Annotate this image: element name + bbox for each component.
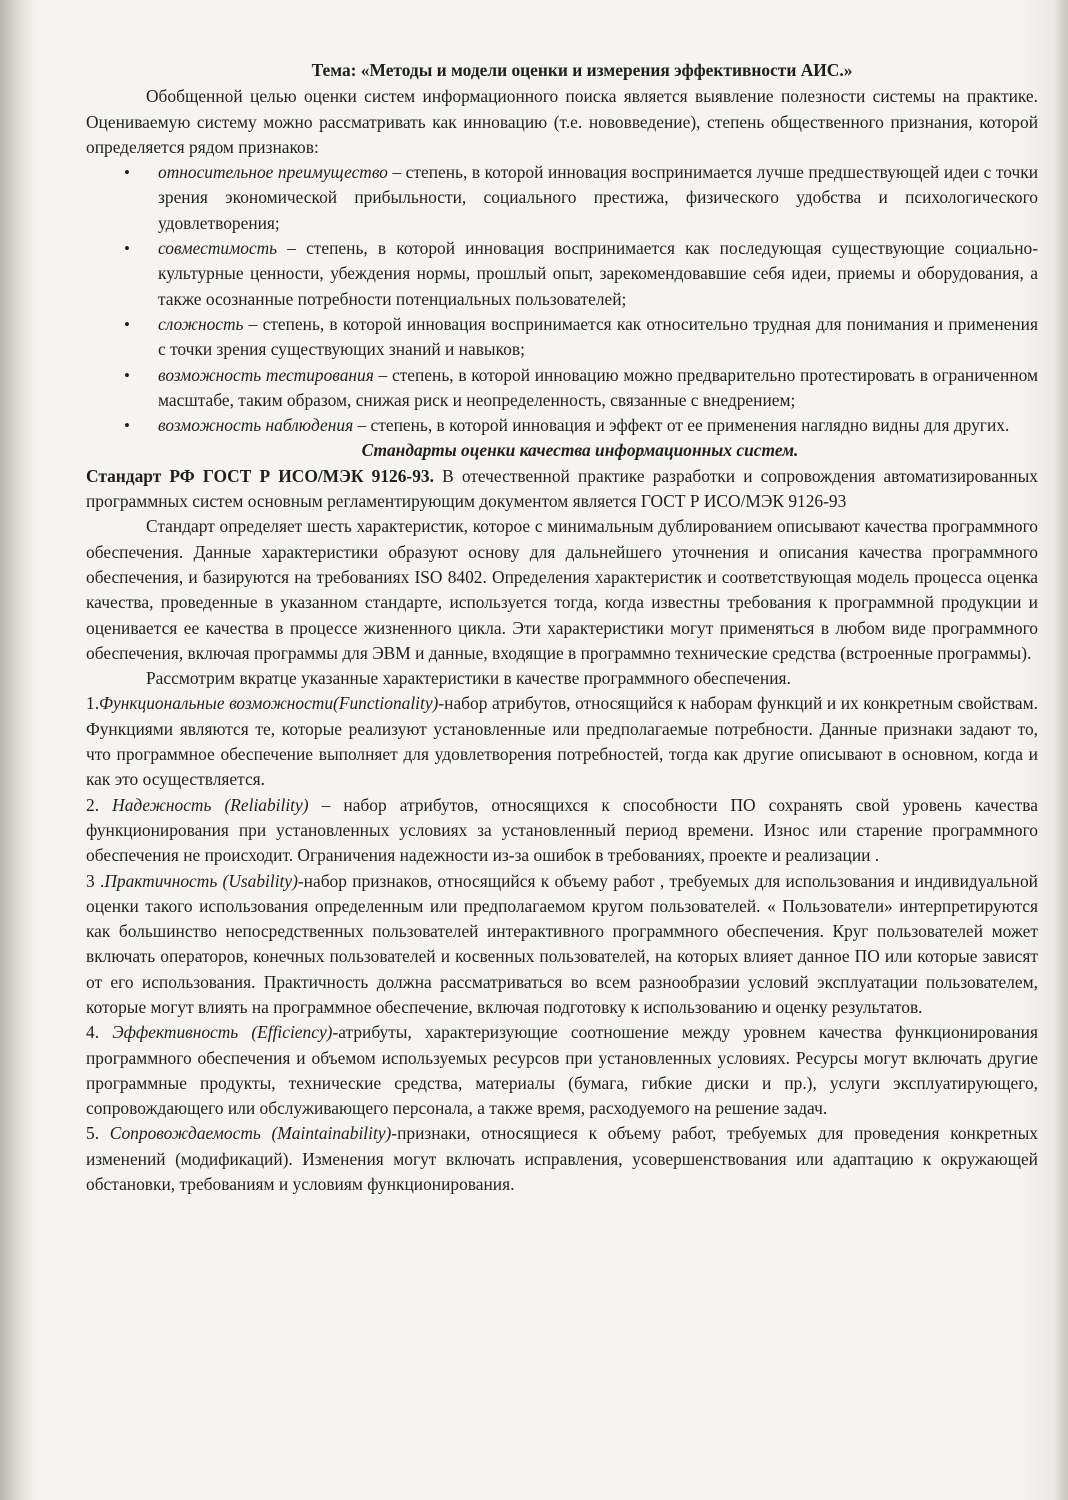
numbered-item bbox=[86, 691, 1038, 792]
list-item bbox=[124, 413, 1038, 438]
list-item bbox=[124, 312, 1038, 363]
page-title: Тема: «Методы и модели оценки и измерения эффективности АИС.» bbox=[311, 60, 853, 80]
section-subtitle: Стандарты оценки качества информационных систем. bbox=[361, 440, 799, 461]
list-item-text: – степень, в которой инновация воспринимается лучше предшествующей идеи с точки зрения экономической прибыльности, социального престижа, физического удобства и психологического удовлетворения; bbox=[158, 162, 1038, 233]
numbered-item bbox=[86, 1121, 1038, 1197]
list-item bbox=[124, 363, 1038, 414]
bullet-icon: • bbox=[124, 416, 130, 436]
list-item-term: сложность bbox=[158, 313, 244, 334]
numbered-item bbox=[86, 1020, 1038, 1121]
document-body bbox=[86, 58, 1038, 1197]
intro-paragraph: Обобщенной целью оценки систем информационного поиска является выявление полезности системы на практике. Оцениваемую систему можно рассматривать как инновацию (т.е. нововведение), степень общественного признания, которой определяется рядом признаков: bbox=[86, 86, 1038, 157]
item-text: -набор атрибутов, относящийся к наборам функций и их конкретным свойствам. Функциями являются те, которые реализуют установленные или предполагаемые потребности. Данные признаки задают то, что программное обеспечение выполняет для удовлетворения потребностей, тогда как другие описывают в основном, когда и как это осуществляется. bbox=[86, 693, 1038, 790]
item-number: 2. bbox=[86, 794, 113, 815]
item-term: Надежность (Reliability) bbox=[112, 794, 309, 815]
item-term: Функциональные возможности(Functionality) bbox=[99, 693, 439, 714]
standard-heading: Стандарт РФ ГОСТ Р ИСО/МЭК 9126-93. bbox=[86, 465, 434, 486]
definition-paragraph: Стандарт определяет шесть характеристик, которое с минимальным дублированием описывают качества программного обеспечения. Данные характеристики образуют основу для дальнейшего уточнения и описания качества программного обеспечения, и базируются на требованиях ISO 8402. Определения характеристик и соответствующая модель процесса оценка качества, проведенные в указанном стандарте, используется тогда, когда известны требования к программной продукции и оценивается ее качества в процессе жизненного цикла. Эти характеристики могут применяться в любом виде программного обеспечения, включая программы для ЭВМ и данные, входящие в программно технические средства (встроенные программы). bbox=[86, 516, 1038, 663]
item-text: – набор атрибутов, относящихся к способности ПО сохранять свой уровень качества функционирования при установленных условиях за установленный период времени. Износ или старение программного обеспечения не происходит. Ограничения надежности из-за ошибок в требованиях, проекте и реализации . bbox=[86, 794, 1038, 866]
review-paragraph: Рассмотрим вкратце указанные характеристики в качестве программного обеспечения. bbox=[146, 668, 791, 689]
list-item-term: совместимость bbox=[158, 238, 278, 259]
list-item-text: – степень, в которой инновация воспринимается как последующая существующие социально-культурные ценности, убеждения нормы, прошлый опыт, зарекомендовавшие себя идеи, приемы и оборудования, а также осознанные потребности потенциальных пользователей; bbox=[158, 238, 1038, 309]
list-item-text: – степень, в которой инновация и эффект от ее применения наглядно видны для других. bbox=[353, 415, 1010, 436]
bullet-icon: • bbox=[124, 239, 130, 259]
bullet-icon: • bbox=[124, 163, 130, 183]
list-item bbox=[124, 236, 1038, 312]
list-item-text: – степень, в которой инновацию можно предварительно протестировать в ограниченном масштабе, таким образом, снижая риск и неопределенность, связанные с внедрением; bbox=[158, 364, 1038, 410]
list-item-text: – степень, в которой инновация воспринимается как относительно трудная для понимания и применения с точки зрения существующих знаний и навыков; bbox=[158, 313, 1038, 360]
item-term: Практичность (Usability) bbox=[104, 870, 298, 891]
numbered-item bbox=[86, 793, 1038, 869]
standard-text: В отечественной практике разработки и сопровождения автоматизированных программных систем основным регламентирующим документом является ГОСТ Р ИСО/МЭК 9126-93 bbox=[86, 465, 1038, 512]
item-term: Эффективность (Efficiency) bbox=[112, 1022, 333, 1043]
item-number: 1. bbox=[86, 693, 100, 714]
item-text: -признаки, относящиеся к объему работ, требуемых для проведения конкретных изменений (модификаций). Изменения могут включать исправления, усовершенствования или адаптацию к окружающей обстановки, требованиям и условиям функционирования. bbox=[86, 1123, 1038, 1195]
criteria-list bbox=[86, 160, 1038, 438]
list-item-term: возможность наблюдения bbox=[158, 415, 354, 436]
item-text: -атрибуты, характеризующие соотношение между уровнем качества функционирования программного обеспечения и объемом используемых ресурсов при установленных условиях. Ресурсы могут включать другие программные продукты, технические средства, материалы (бумага, гибкие диски и пр.), услуги эксплуатирующего, сопровождающего или обслуживающего персонала, а также время, расходуемого на решение задач. bbox=[86, 1022, 1038, 1119]
standard-paragraph bbox=[86, 464, 1038, 515]
bullet-icon: • bbox=[124, 314, 130, 334]
item-term: Сопровождаемость (Maintainability) bbox=[109, 1123, 392, 1144]
item-number: 3 . bbox=[86, 870, 105, 891]
numbered-item bbox=[86, 869, 1038, 1021]
list-item-term: относительное преимущество bbox=[158, 162, 388, 183]
item-number: 5. bbox=[86, 1123, 110, 1144]
list-item-term: возможность тестирования bbox=[158, 364, 374, 385]
item-text: -набор признаков, относящийся к объему работ , требуемых для использования и индивидуальной оценки такого использования определенным или предполагаемом кругом пользователей. « Пользователи» интерпретируются как большинство непосредственных пользователей интерактивного программного обеспечения. Круг пользователей может включать операторов, конечных пользователей и косвенных пользователей, на которых влияет данное ПО или которые зависят от его использования. Практичность должна рассматриваться во всем разнообразии условий эксплуатации пользователем, которые могут влиять на программное обеспечение, включая подготовку к использованию и оценку результатов. bbox=[86, 870, 1038, 1017]
bullet-icon: • bbox=[124, 365, 130, 385]
item-number: 4. bbox=[86, 1022, 113, 1043]
list-item bbox=[124, 160, 1038, 236]
